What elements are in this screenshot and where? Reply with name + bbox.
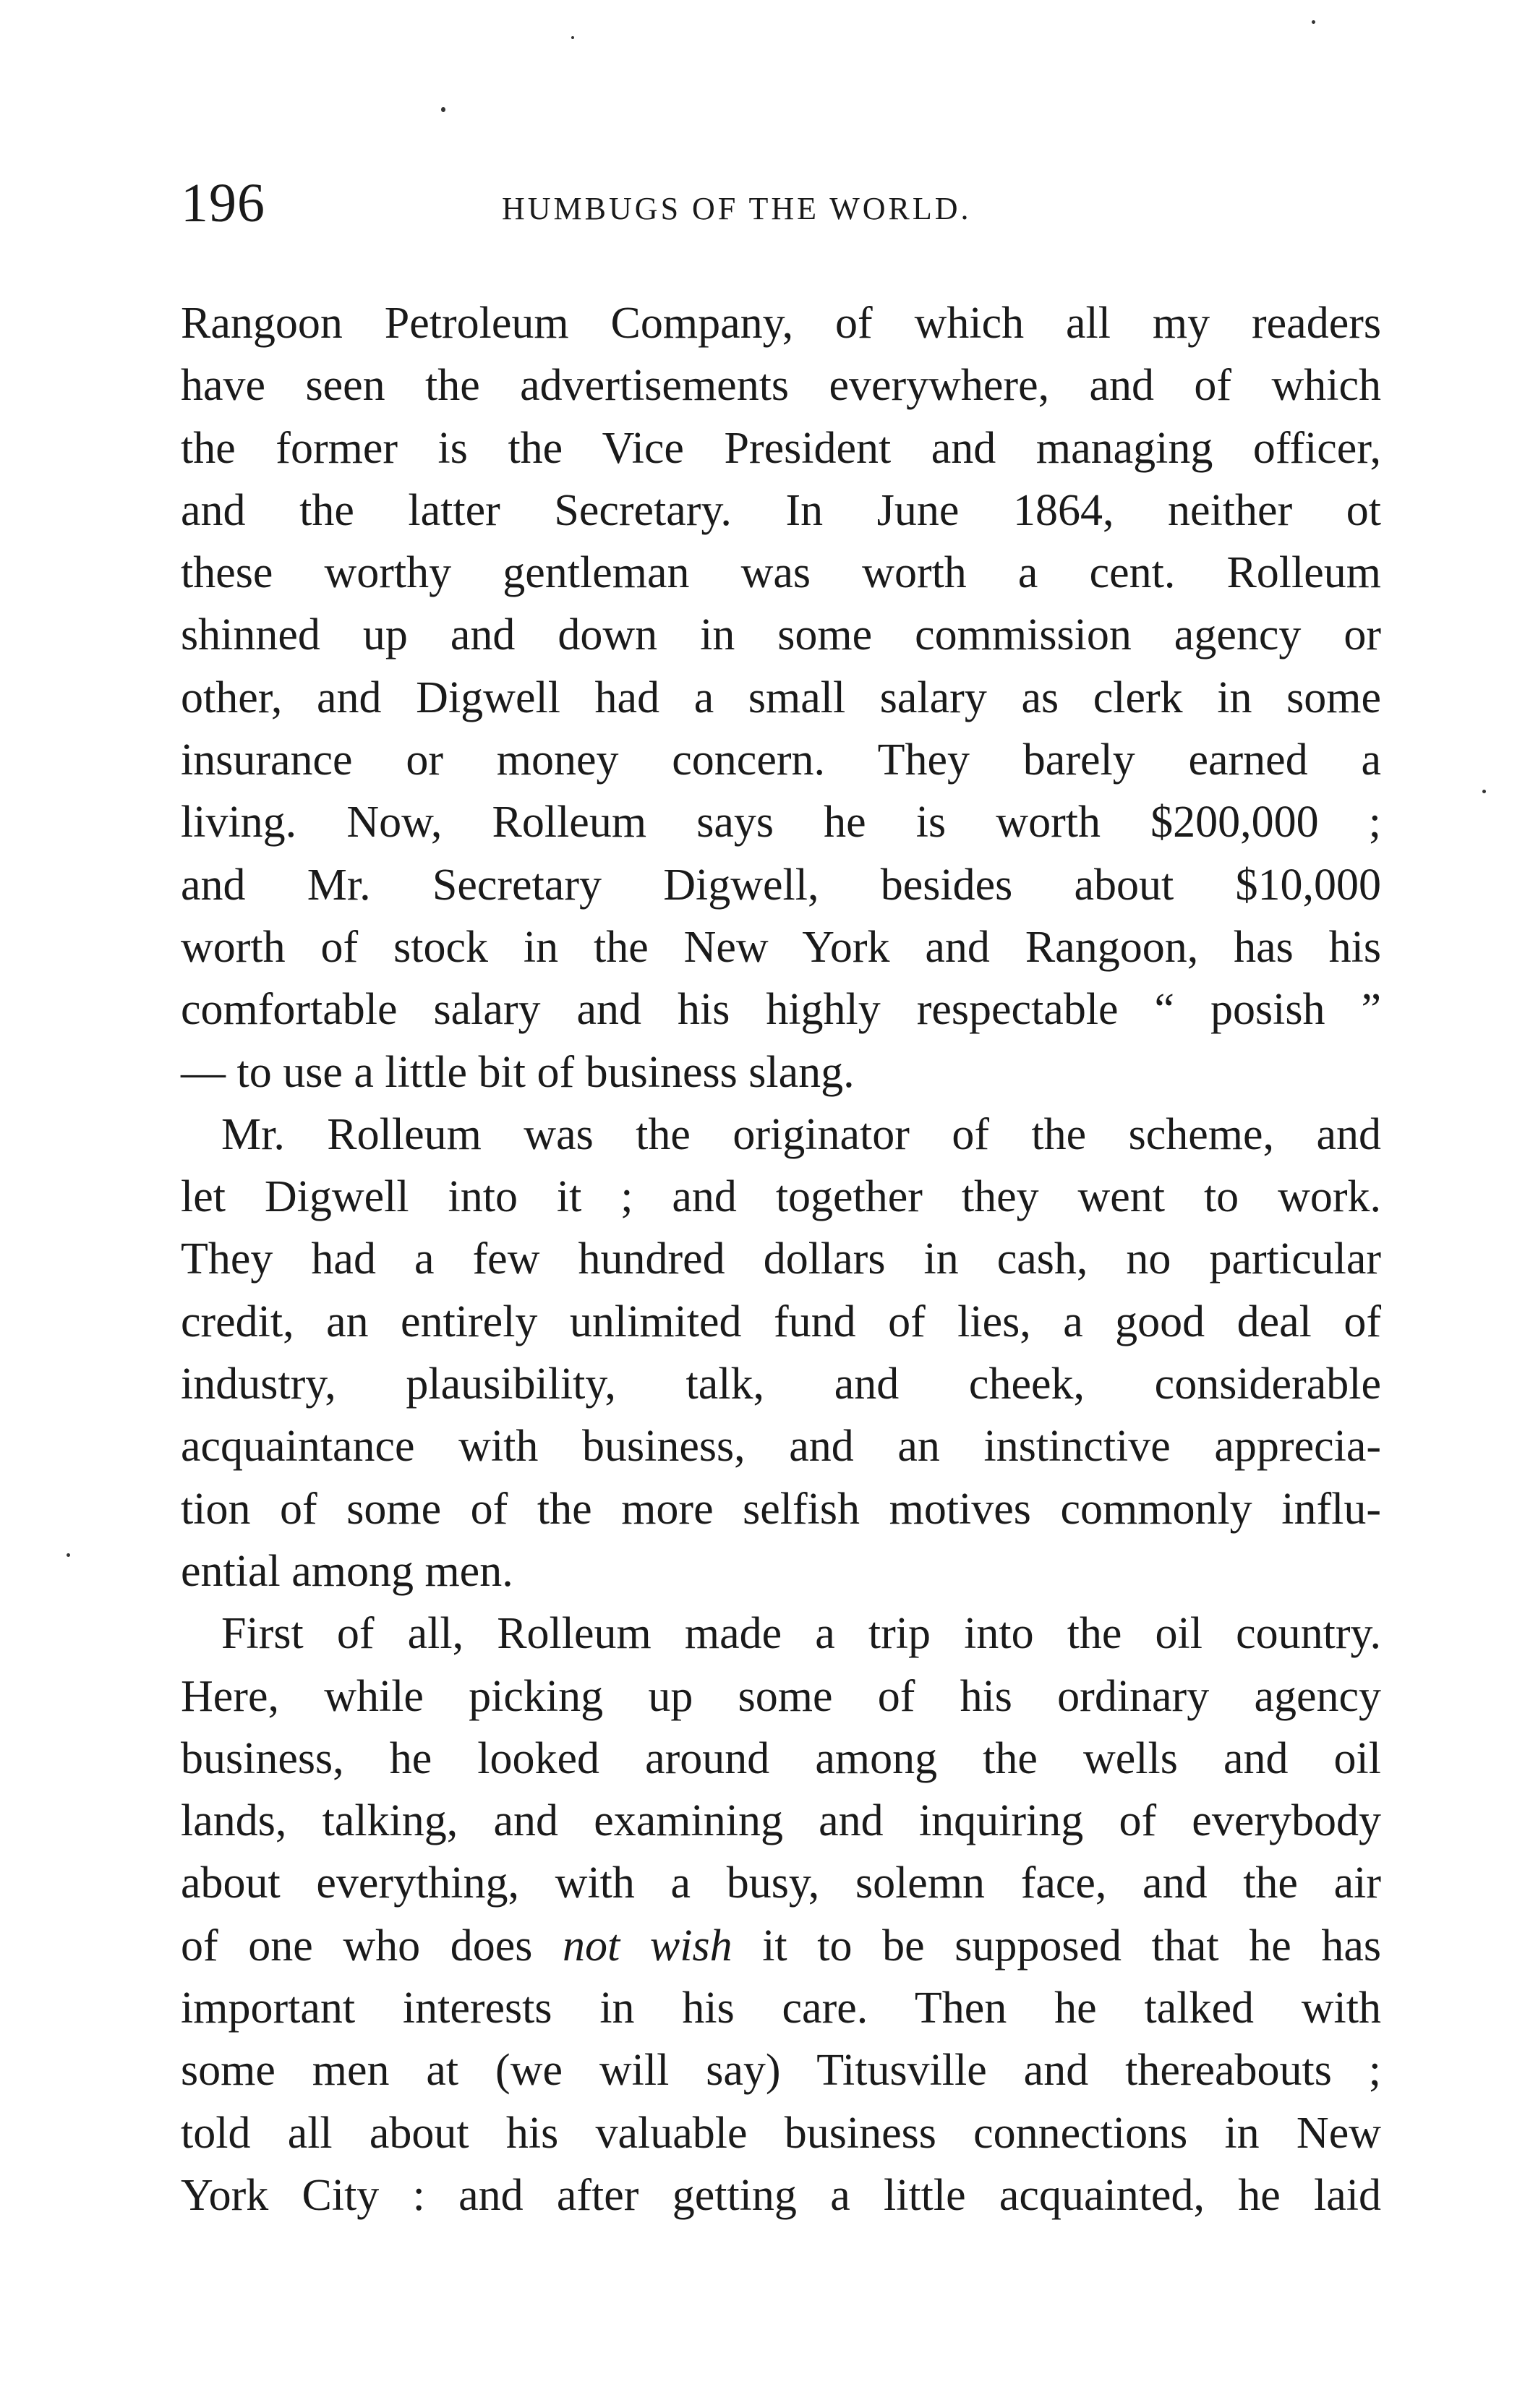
text-line: worth of stock in the New York and Rangoon, has his (181, 922, 1381, 972)
scan-speck (67, 1553, 70, 1557)
text-line: comfortable salary and his highly respectable “ posish ” (181, 985, 1381, 1035)
paragraph-end-line: ential among men. (181, 1546, 513, 1596)
scan-speck (571, 36, 574, 39)
scan-speck (1312, 20, 1315, 24)
text-line: have seen the advertisements everywhere, and of which (181, 361, 1381, 411)
text-line: other, and Digwell had a small salary as clerk in some (181, 673, 1381, 722)
text-line: let Digwell into it ; and together they went to work. (181, 1172, 1381, 1222)
text-line: Rangoon Petroleum Company, of which all my readers (181, 299, 1381, 348)
text-line: York City : and after getting a little acquainted, he laid (181, 2170, 1381, 2220)
text-line: credit, an entirely unlimited fund of lies, a good deal of (181, 1297, 1381, 1346)
text-line: about everything, with a busy, solemn face, and the air (181, 1858, 1381, 1908)
text-line: insurance or money concern. They barely earned a (181, 735, 1381, 785)
text-line: business, he looked around among the wells and oil (181, 1733, 1381, 1783)
text-line: and the latter Secretary. In June 1864, neither ot (181, 485, 1381, 535)
text-line: acquaintance with business, and an instinctive apprecia- (181, 1422, 1381, 1472)
text-line: the former is the Vice President and managing officer, (181, 423, 1381, 473)
italic-emphasis: not wish (563, 1921, 732, 1971)
text-line-with-italics (181, 1915, 1381, 1977)
scan-speck (441, 107, 445, 112)
text-line: important interests in his care. Then he talked with (181, 1984, 1381, 2033)
text-line: these worthy gentleman was worth a cent. Rolleum (181, 548, 1381, 598)
text-line: some men at (we will say) Titusville and thereabouts ; (181, 2046, 1381, 2096)
text-line: Here, while picking up some of his ordinary agency (181, 1671, 1381, 1721)
text-segment: of one who does (181, 1921, 563, 1971)
text-line: told all about his valuable business connections in New (181, 2108, 1381, 2158)
scan-speck (1482, 790, 1486, 793)
text-line: living. Now, Rolleum says he is worth $200,000 ; (181, 798, 1381, 848)
text-line: lands, talking, and examining and inquiring of everybody (181, 1796, 1381, 1846)
text-line: industry, plausibility, talk, and cheek, considerable (181, 1359, 1381, 1409)
paragraph-start-line: Mr. Rolleum was the originator of the scheme, and (221, 1109, 1381, 1159)
paragraph-start-line: First of all, Rolleum made a trip into the oil country. (221, 1609, 1381, 1659)
page-header (181, 171, 1367, 236)
text-line: shinned up and down in some commission agency or (181, 610, 1381, 660)
running-head: HUMBUGS OF THE WORLD. (502, 191, 972, 226)
paragraph-end-line: — to use a little bit of business slang. (181, 1047, 855, 1097)
page-number: 196 (181, 173, 265, 234)
body-text (181, 292, 1381, 2226)
text-line: tion of some of the more selfish motives commonly influ- (181, 1484, 1381, 1534)
text-line: They had a few hundred dollars in cash, no particular (181, 1234, 1381, 1284)
text-segment: it to be supposed that he has (732, 1921, 1381, 1971)
text-line: and Mr. Secretary Digwell, besides about $10,000 (181, 860, 1381, 910)
